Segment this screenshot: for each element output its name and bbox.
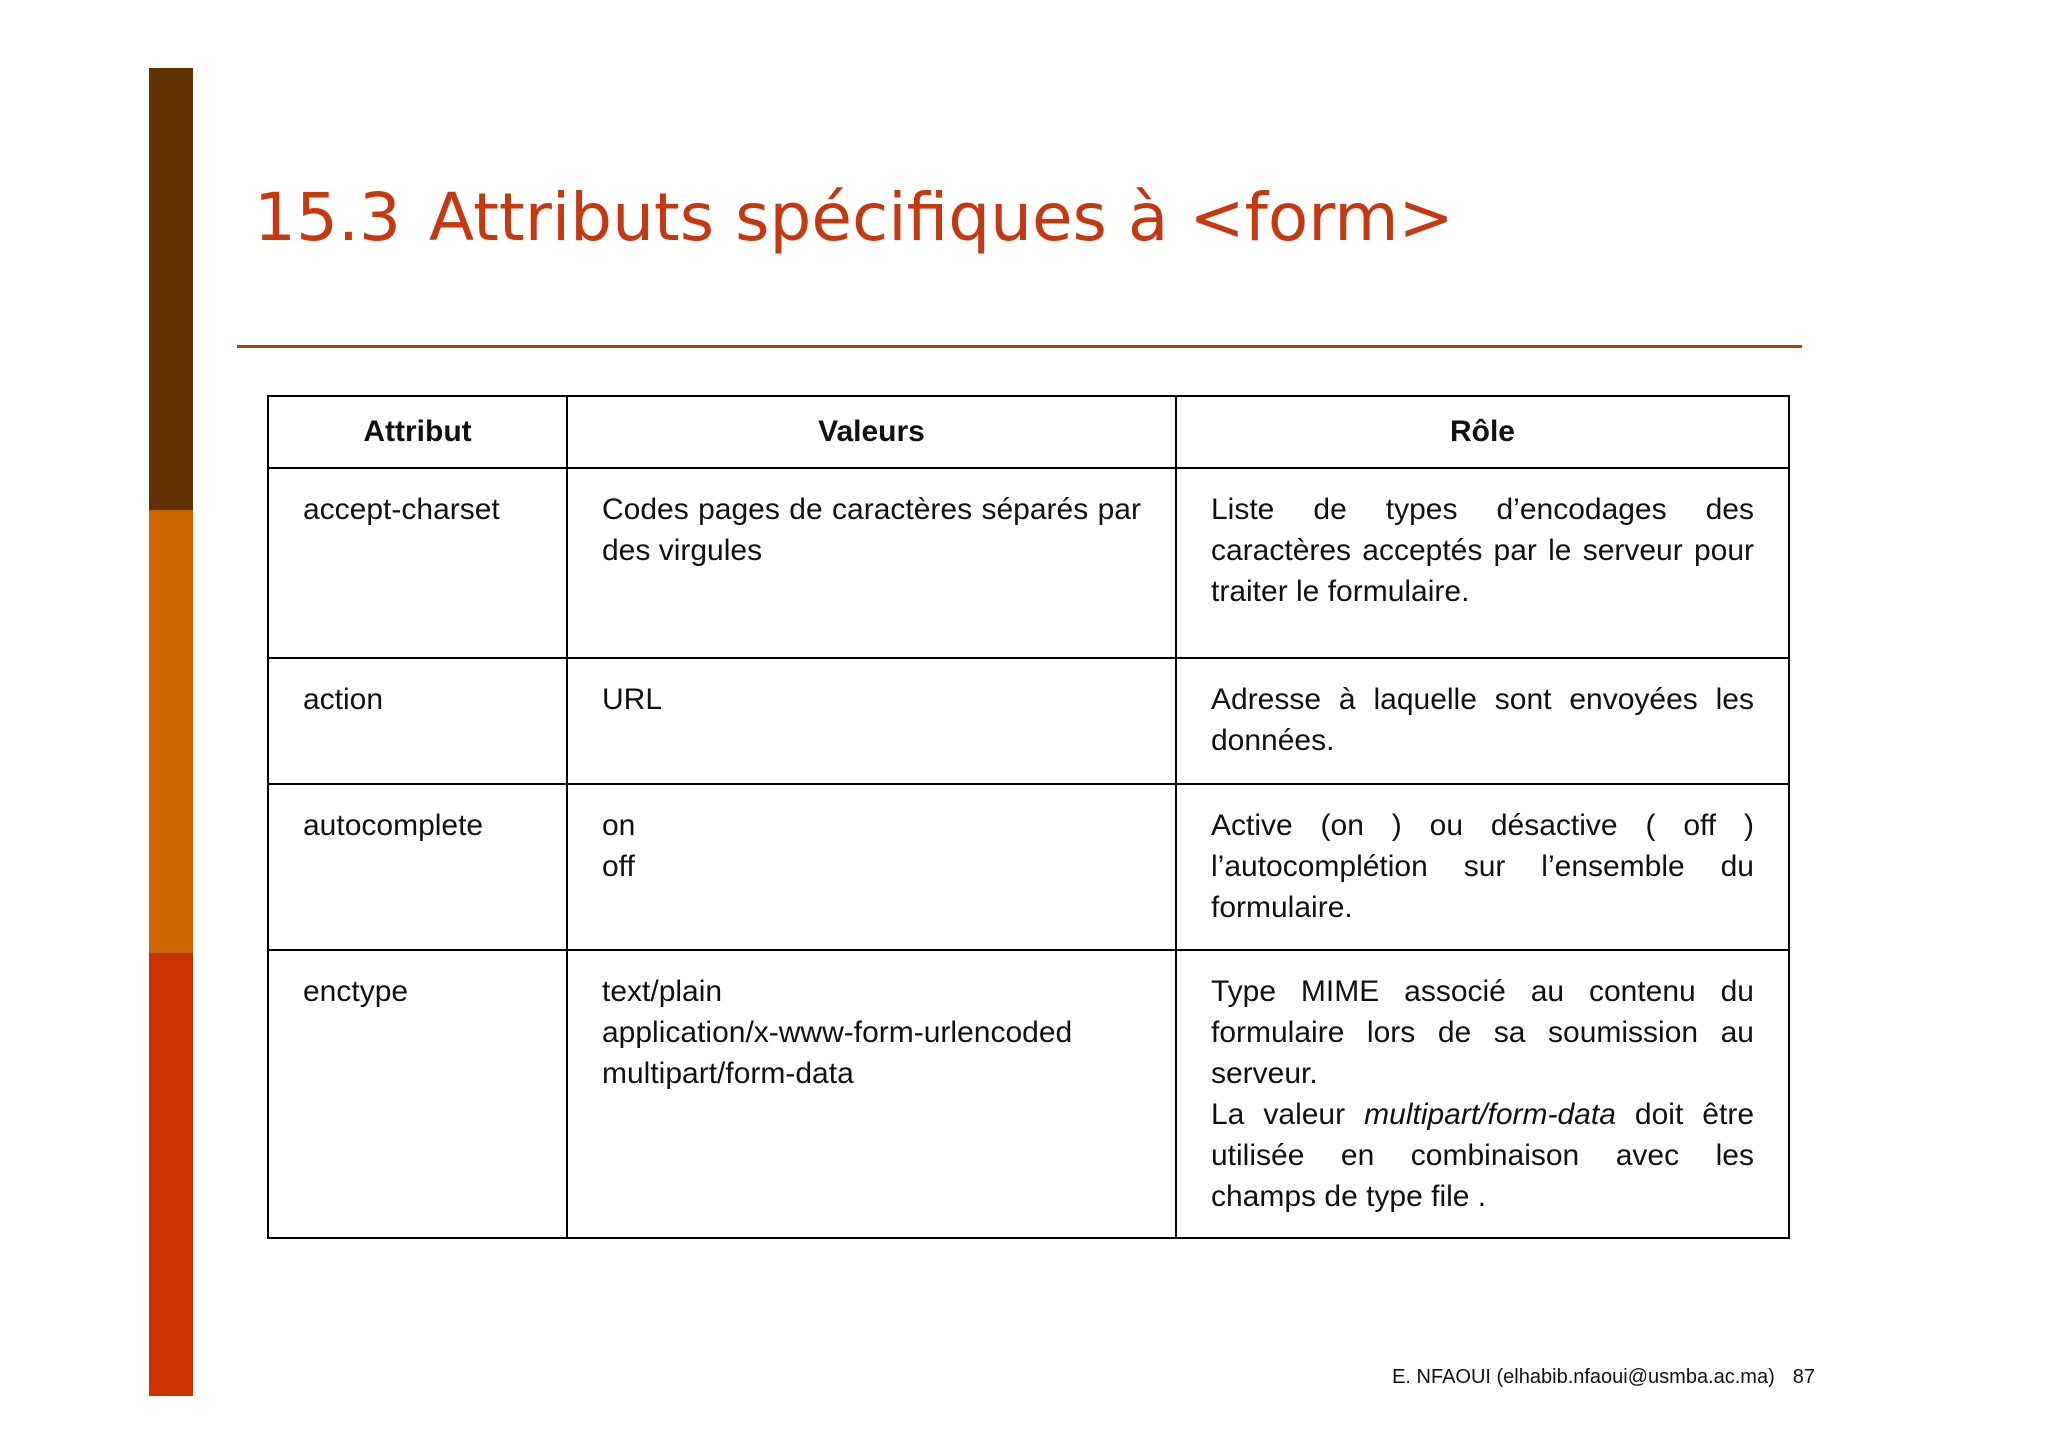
- role-note-start: La valeur: [1211, 1098, 1346, 1131]
- value-text: URL: [602, 683, 663, 716]
- cell-attribut: enctype: [268, 950, 567, 1238]
- cell-role: [1176, 950, 1789, 1238]
- value-text: multipart/form-data: [602, 1057, 854, 1090]
- header-valeurs: Valeurs: [567, 396, 1176, 468]
- table-row: [268, 950, 1789, 1238]
- side-bar-red-segment: [149, 953, 193, 1396]
- side-bar-orange-segment: [149, 510, 193, 953]
- value-text: text/plain: [602, 975, 723, 1008]
- value-text: on: [602, 809, 636, 842]
- footer-author: E. NFAOUI (elhabib.nfaoui@usmba.ac.ma): [1392, 1366, 1775, 1388]
- cell-role: Liste de types d’encodages des caractères acceptés par le serveur pour traiter le formulaire.: [1176, 468, 1789, 658]
- title-text: Attributs spécifiques à <form>: [428, 179, 1454, 256]
- cell-attribut: action: [268, 658, 567, 784]
- table-header-row: [268, 396, 1789, 468]
- cell-valeurs: [567, 950, 1176, 1238]
- value-text: Codes pages de caractères séparés par des virgules: [602, 493, 1141, 567]
- value-text: application/x-www-form-urlencoded: [602, 1016, 1073, 1049]
- cell-valeurs: [567, 784, 1176, 950]
- header-attribut: Attribut: [268, 396, 567, 468]
- role-text: Type MIME associé au contenu du formulaire lors de sa soumission au serveur.: [1211, 975, 1754, 1090]
- slide-title: [254, 179, 1454, 256]
- page-number: 87: [1792, 1366, 1815, 1388]
- header-role: Rôle: [1176, 396, 1789, 468]
- table-row: [268, 784, 1789, 950]
- role-note: [1211, 1094, 1754, 1217]
- section-number: 15.3: [254, 179, 401, 256]
- cell-role: Active (on ) ou désactive ( off ) l’autocomplétion sur l’ensemble du formulaire.: [1176, 784, 1789, 950]
- side-bar-brown-segment: [149, 68, 193, 510]
- cell-attribut: accept-charset: [268, 468, 567, 658]
- title-underline: [237, 345, 1802, 348]
- role-note-emphasis: multipart/form-data: [1364, 1098, 1616, 1131]
- cell-valeurs: [567, 468, 1176, 658]
- attributes-table: [267, 395, 1790, 1239]
- cell-attribut: autocomplete: [268, 784, 567, 950]
- cell-role: Adresse à laquelle sont envoyées les données.: [1176, 658, 1789, 784]
- side-color-bar: [149, 68, 193, 1396]
- table-row: [268, 658, 1789, 784]
- value-text: off: [602, 850, 635, 883]
- slide-footer: [1392, 1366, 1815, 1389]
- table-row: [268, 468, 1789, 658]
- role-note-end: doit être utilisée en combinaison avec les champs de type file .: [1211, 1098, 1755, 1213]
- cell-valeurs: [567, 658, 1176, 784]
